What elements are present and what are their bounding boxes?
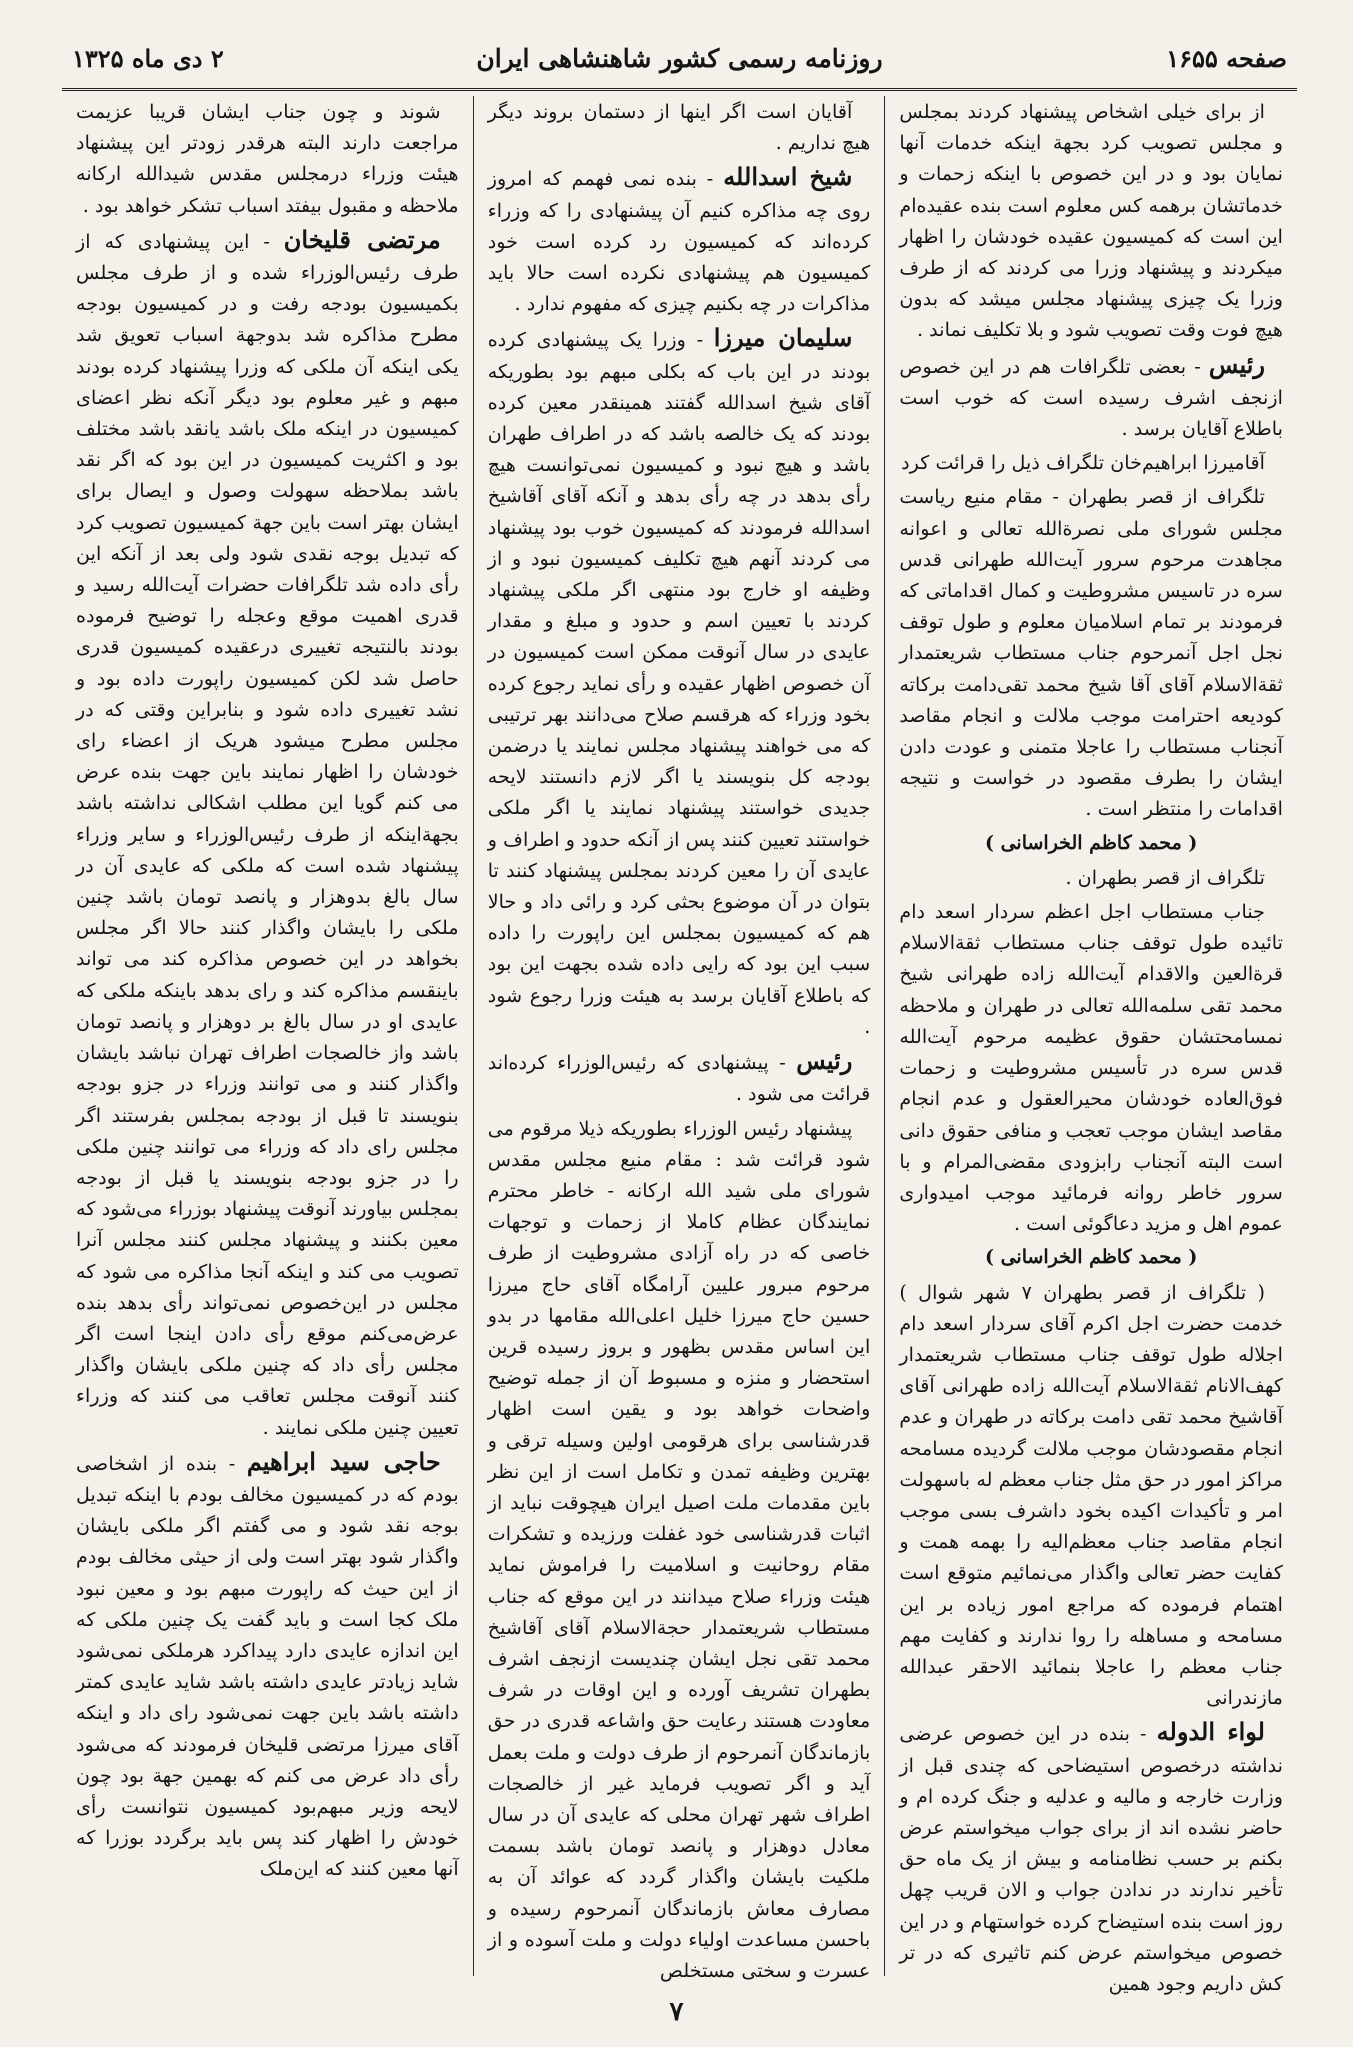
paragraph: [76, 96, 459, 221]
speaker-paragraph: [76, 224, 459, 1443]
masthead: [62, 38, 1297, 91]
speaker-paragraph: [488, 1045, 871, 1109]
issue-date: ۲ دی ماه ۱۳۲۵: [72, 44, 224, 73]
column-middle: [474, 96, 886, 1982]
newspaper-title: روزنامه رسمی کشور شاهنشاهی ایران: [476, 44, 883, 73]
paragraph-text: تلگراف از قصر بطهران - مقام منیع ریاست مجلس شورای ملی نصرةالله تعالی و اعوانه مجاهدت مرحوم سرور آیت‌الله طهرانی قدس سره در تاسیس مشروطیت و کمال اقداماتی که فرمودند بر تمام اسلامیان معلوم و طول توقف نجل اجل آنمرحوم جناب مستطاب شریعتمدار ثقة‌الاسلام آقای آقا شیخ محمد تقی‌دامت برکاته کودیعه احترامت موجب ملالت و انجام مقاصد آنجناب مستطاب را عاجلا متمنی و عودت دادن ایشان را بطرف مقصود در خواست و نتیجه اقدامات را منتظر است .: [899, 485, 1283, 821]
paragraph: [899, 96, 1283, 346]
speaker-name: حاجی سید ابراهیم: [246, 1446, 441, 1476]
paragraph-text: - پیشنهادی که رئیس‌الوزراء کرده‌اند قرائت می شود .: [487, 1051, 871, 1106]
paragraph-text: - وزرا یک پیشنهادی کرده بودند در این باب که بکلی مبهم بود بطوریکه آقای شیخ اسدالله گفتند همینقدر معین کرده بودند که یک خالصه باشد که در اطراف طهران باشد و هیچ نبود و کمیسیون نمی‌توانست هیچ رأی بدهد در چه رأی بدهد و آنکه آقای آقاشیخ اسدالله فرمودند که کمیسیون خوب بود پیشنهاد می کردند آنهم هیچ تکلیف کمیسیون نبود و از وظیفه او خارج بود منتهی اگر ملکی پیشنهاد کردند با تعیین اسم و حدود و مبلغ و مقدار عایدی در سال آنوقت ممکن است کمیسیون در آن خصوص اظهار عقیده و رأی نماید رجوع کرده بخود وزراء که هرقسم صلاح می‌دانند بهر ترتیبی که می خواهند پیشنهاد مجلس نمایند یا درضمن بودجه کل بنویسند یا اگر لازم دانستند لایحه جدیدی خواستند پیشنهاد نمایند یا اگر ملکی خواستند تعیین کنند پس از آنکه حدود و اطراف و عایدی آن را معین کردند بمجلس پیشنهاد کنند تا بتوان در آن موضوع بحثی کرد و رائی داد و حالا هم که کمیسیون بمجلس این راپورت را داده سبب این بود که رایی داده شده بجهت این بود که باطلاع آقایان برسد به هیئت وزرا رجوع شود .: [487, 328, 871, 1038]
paragraph-text: آقایان است اگر اینها از دستمان بروند دیگر هیچ نداریم .: [487, 100, 871, 155]
speaker-paragraph: [76, 1446, 459, 1885]
paragraph-text: - بنده از اشخاصی بودم که در کمیسیون مخالف بودم با اینکه تبدیل بوجه نقد شود و می گفتم اگر ملکی بایشان واگذار شود بهتر است ولی از حیثی مخالف بودم از این حیث که راپورت مبهم بود و معین نبود ملک کجا است و باید گفت یک چنین ملکی که این اندازه عایدی دارد پیداکرد هرملکی نمی‌شود شاید زیادتر عایدی داشته باشد شاید عایدی کمتر داشته باشد باین جهت نمی‌شود رای داد و اینکه آقای میرزا مرتضی قلیخان فرمودند که می‌شود رأی داد عرض می کنم که بهمین جهة بود چون لایحه وزیر مبهم‌بود کمیسیون نتوانست رأی خودش را اظهار کند پس باید برگردد بوزرا که آنها معین کنند که این‌ملک: [76, 1451, 459, 1881]
paragraph-text: - بعضی تلگرافات هم در این خصوص ازنجف اشرف رسیده است که خوب است باطلاع آقایان برسد .: [899, 354, 1283, 441]
paragraph: [899, 862, 1283, 893]
page-number: ۷: [669, 1997, 684, 2027]
paragraph: [899, 1277, 1283, 1714]
paragraph-text: تلگراف از قصر بطهران .: [1065, 865, 1265, 889]
paragraph-text: ( تلگراف از قصر بطهران ۷ شهر شوال ) خدمت حضرت اجل اکرم آقای سردار اسعد دام اجلاله طول توقف جناب مستطاب شریعتمدار کهف‌الانام ثقة‌الاسلام آیت‌الله زاده طهرانی آقای آقاشیخ محمد تقی دامت برکاته در طهران و عدم انجام مقصودشان موجب ملالت گردیده مسامحه مراکز امور در حق مثل جناب معظم له باسهولت امر و تأکیدات اکیده بخود داشرف بسی موجب انجام مقاصد جناب معظم‌الیه را بهمه همت و کفایت حضر تعالی واگذار می‌نمائیم متوقع است اهتمام فرموده که مراجع امور زیاده بر این مسامحه و مساهله را روا ندارند و کفایت مهم جناب معظم را عاجلا بنمائید الاحقر عبدالله مازندرانی: [899, 1280, 1283, 1710]
speaker-name: رئیس: [796, 1046, 853, 1076]
telegram-signature: ( محمد کاظم الخراسانی ): [984, 831, 1198, 854]
speaker-name: سلیمان میرزا: [713, 323, 853, 353]
paragraph-text: - این پیشنهادی که از طرف رئیس‌الوزراء شده و از طرف مجلس بکمیسیون بودجه رفت و در کمیسیون بودجه مطرح مذاکره شد بدوجهة اسباب تعویق شد یکی اینکه آن ملکی که وزرا پیشنهاد کرده بودند مبهم و غیر معلوم بود دیگر آنکه نظر اعضای کمیسیون در اینکه ملک باشد یانقد باشد مختلف بود و اکثریت کمیسیون در این بود که اگر نقد باشد بملاحظه سهولت وصول و ایصال برای ایشان بهتر است باین جهة کمیسیون تصویب کرد که تبدیل بوجه نقدی شود ولی بعد از آنکه این رأی داده شد تلگرافات حضرات آیت‌الله رسید و قدری اهمیت موقع وعجله را توضیح فرموده بودند بالنتیجه تغییری درعقیده کمیسیون قدری حاصل شد لکن کمیسیون راپورت داده بود و نشد تغییری داده شود و بنابراین وقتی که در مجلس مطرح میشود هریک از اعضاء رای خودشان را اظهار نمایند باین جهت بنده عرض می کنم گویا این مطلب اشکالی نداشته باشد بجهةاینکه از طرف رئیس‌الوزراء و سایر وزراء پیشنهاد شده است که ملکی که عایدی آن در سال بالغ بدوهزار و پانصد تومان باشد چنین ملکی را بایشان واگذار کنند حالا اگر مجلس بخواهد در این خصوص مذاکره کند می تواند باینقسم مذاکره کند و رای بدهد باینکه ملکی که عایدی او در سال بالغ بر دوهزار و پانصد تومان باشد واز خالصجات اطراف تهران نباشد بایشان واگذار کنند و می توانند وزراء در جزو بودجه بنویسند تا قبل از بودجه بمجلس بفرستند اگر مجلس رای داد که وزراء می توانند چنین ملکی را در جزو بودجه بنویسند یا قبل از بودجه بمجلس بیاورند آنوقت پیشنهاد بوزراء می‌شود که معین بکنند و پیشنهاد مجلس کنند مجلس آنرا تصویب می کند و اینکه آنجا مذاکره می شود که مجلس در این‌خصوص نمی‌تواند رأی بدهد بنده عرض‌می‌کنم موقع رأی دادن اینجا است اگر مجلس رأی داد که چنین ملکی بایشان واگذار کنند آنوقت مجلس تعاقب می کنند که وزراء تعیین چنین ملکی نمایند .: [76, 229, 459, 1439]
speaker-name: لواء الدوله: [1156, 1717, 1265, 1747]
paragraph-text: شوند و چون جناب ایشان قریبا عزیمت مراجعت دارند البته هرقدر زودتر این پیشنهاد هیئت وزراء درمجلس مقدس شیدالله ارکانه ملاحظه و مقبول بیفتد اسباب تشکر خواهد بود .: [76, 100, 459, 217]
paragraph-text: آقامیرزا ابراهیم‌خان تلگراف ذیل را قرائت کرد: [901, 451, 1265, 475]
column-left: [62, 96, 474, 1976]
paragraph: [488, 96, 871, 158]
speaker-name: مرتضی قلیخان: [283, 224, 441, 254]
speaker-paragraph: [899, 1716, 1283, 1999]
paragraph-text: - بنده نمی فهمم که امروز روی چه مذاکره کنیم آن پیشنهادی را که وزراء کرده‌اند که کمیسیون رد کرده است خود کمیسیون هم پیشنهادی نکرده است حالا باید مذاکرات در چه بکنیم چیزی که مفهوم ندارد .: [487, 167, 871, 316]
column-right: [885, 96, 1297, 1995]
paragraph: [899, 481, 1283, 824]
telegram-signature: ( محمد کاظم الخراسانی ): [984, 1246, 1198, 1269]
paragraph-text: از برای خیلی اشخاص پیشنهاد کردند بمجلس و مجلس تصویب کرد بجهة اینکه خدمات آنها نمایان بود و در این خصوص با اینکه زحمات و خدماتشان برهمه کس معلوم است بنده عقیده‌ام این است که کمیسیون عقیده خودشان را اظهار میکردند و پیشنهاد وزرا می کردند که از طرف وزرا یک چیزی پیشنهاد مجلس میشد که بدون هیچ فوت وقت تصویب شود و بلا تکلیف نماند .: [899, 100, 1283, 342]
speaker-paragraph: [488, 322, 871, 1042]
page-label: صفحه ۱۶۵۵: [1166, 44, 1287, 73]
article-columns: [62, 96, 1297, 1995]
speaker-name: شیخ اسدالله: [723, 162, 853, 192]
paragraph: [899, 447, 1283, 478]
paragraph: [488, 1113, 871, 1987]
speaker-name: رئیس: [1208, 349, 1265, 379]
paragraph-text: جناب مستطاب اجل اعظم سردار اسعد دام تائیده طول توقف جناب مستطاب ثقة‌الاسلام قرة‌العین والاقدام آیت‌الله زاده طهرانی شیخ محمد تقی سلمه‌الله تعالی در طهران و ملاحظه نمسامحتشان حقوق عظیمه مرحوم آیت‌الله قدس سره در تأسیس مشروطیت و زحمات فوق‌العاده خودشان محیرالعقول و عدم انجام مقاصد ایشان موجب تعجب و منافی حقوق دانی است البته آنجناب رابزودی مقضی‌المرام و با سرور خاطر روانه فرمائید موجب امیدواری عموم اهل و مزید دعاگوئی است .: [899, 900, 1283, 1236]
speaker-paragraph: [488, 161, 871, 319]
paragraph: [899, 896, 1283, 1239]
paragraph-text: پیشنهاد رئیس الوزراء بطوریکه ذیلا مرقوم می شود قرائت شد : مقام منیع مجلس مقدس شورای ملی شید الله ارکانه - خاطر محترم نمایندگان عظام کاملا از زحمات و توجهات خاصی که در راه آزادی مشروطیت از طرف مرحوم مبرور علیین آرامگاه آقای حاج میرزا حسین حاج میرزا خلیل اعلی‌الله مقامها در بدو این اساس مقدس بظهور و بروز رسیده قرین استحضار و منزه و مسبوط آن از جمله توضیح واضحات خواهد بود و یقین است اظهار قدرشناسی برای هرقومی اولین وسیله ترقی و بهترین وظیفه تمدن و تکامل است از این نظر باین مقدمات ملت اصیل ایران هیچوقت نباید از اثبات قدرشناسی خود غفلت ورزیده و تشکرات مقام روحانیت و اسلامیت را فراموش نماید هیئت وزراء صلاح میدانند در این موقع که جناب مستطاب شریعتمدار حجة‌الاسلام آقای آقاشیخ محمد تقی نجل ایشان چندیست ازنجف اشرف بطهران تشریف آورده و این اوقات در شرف معاودت هستند رعایت حق واشاعه قدری در حق بازماندگان آنمرحوم از طرف دولت و ملت بعمل آید و اگر تصویب فرماید غیر از خالصجات اطراف شهر تهران محلی که عایدی آن در سال معادل دوهزار و پانصد تومان باشد بسمت ملکیت بایشان واگذار گردد که عوائد آن به مصارف معاش بازماندگان آنمرحوم رسیده و باحسن مساعدت اولیاء دولت و ملت آسوده و از عسرت و سختی مستخلص: [487, 1116, 871, 1982]
paragraph-text: - بنده در این خصوص عرضی نداشته درخصوص استیضاحی که چندی قبل از وزارت خارجه و مالیه و عدلیه و جنگ کرده ام و حاضر نشده اند از برای جواب میخواستم عرض بکنم بر حسب نظامنامه و بیش از یک ماه حق تأخیر ندارند در ندادن جواب و الان قریب چهل روز است بنده استیضاح کرده خواستهام و در این خصوص میخواستم عرض کنم تاثیری که در تر کش داریم وجود همین: [899, 1722, 1283, 1995]
speaker-paragraph: [899, 349, 1283, 445]
